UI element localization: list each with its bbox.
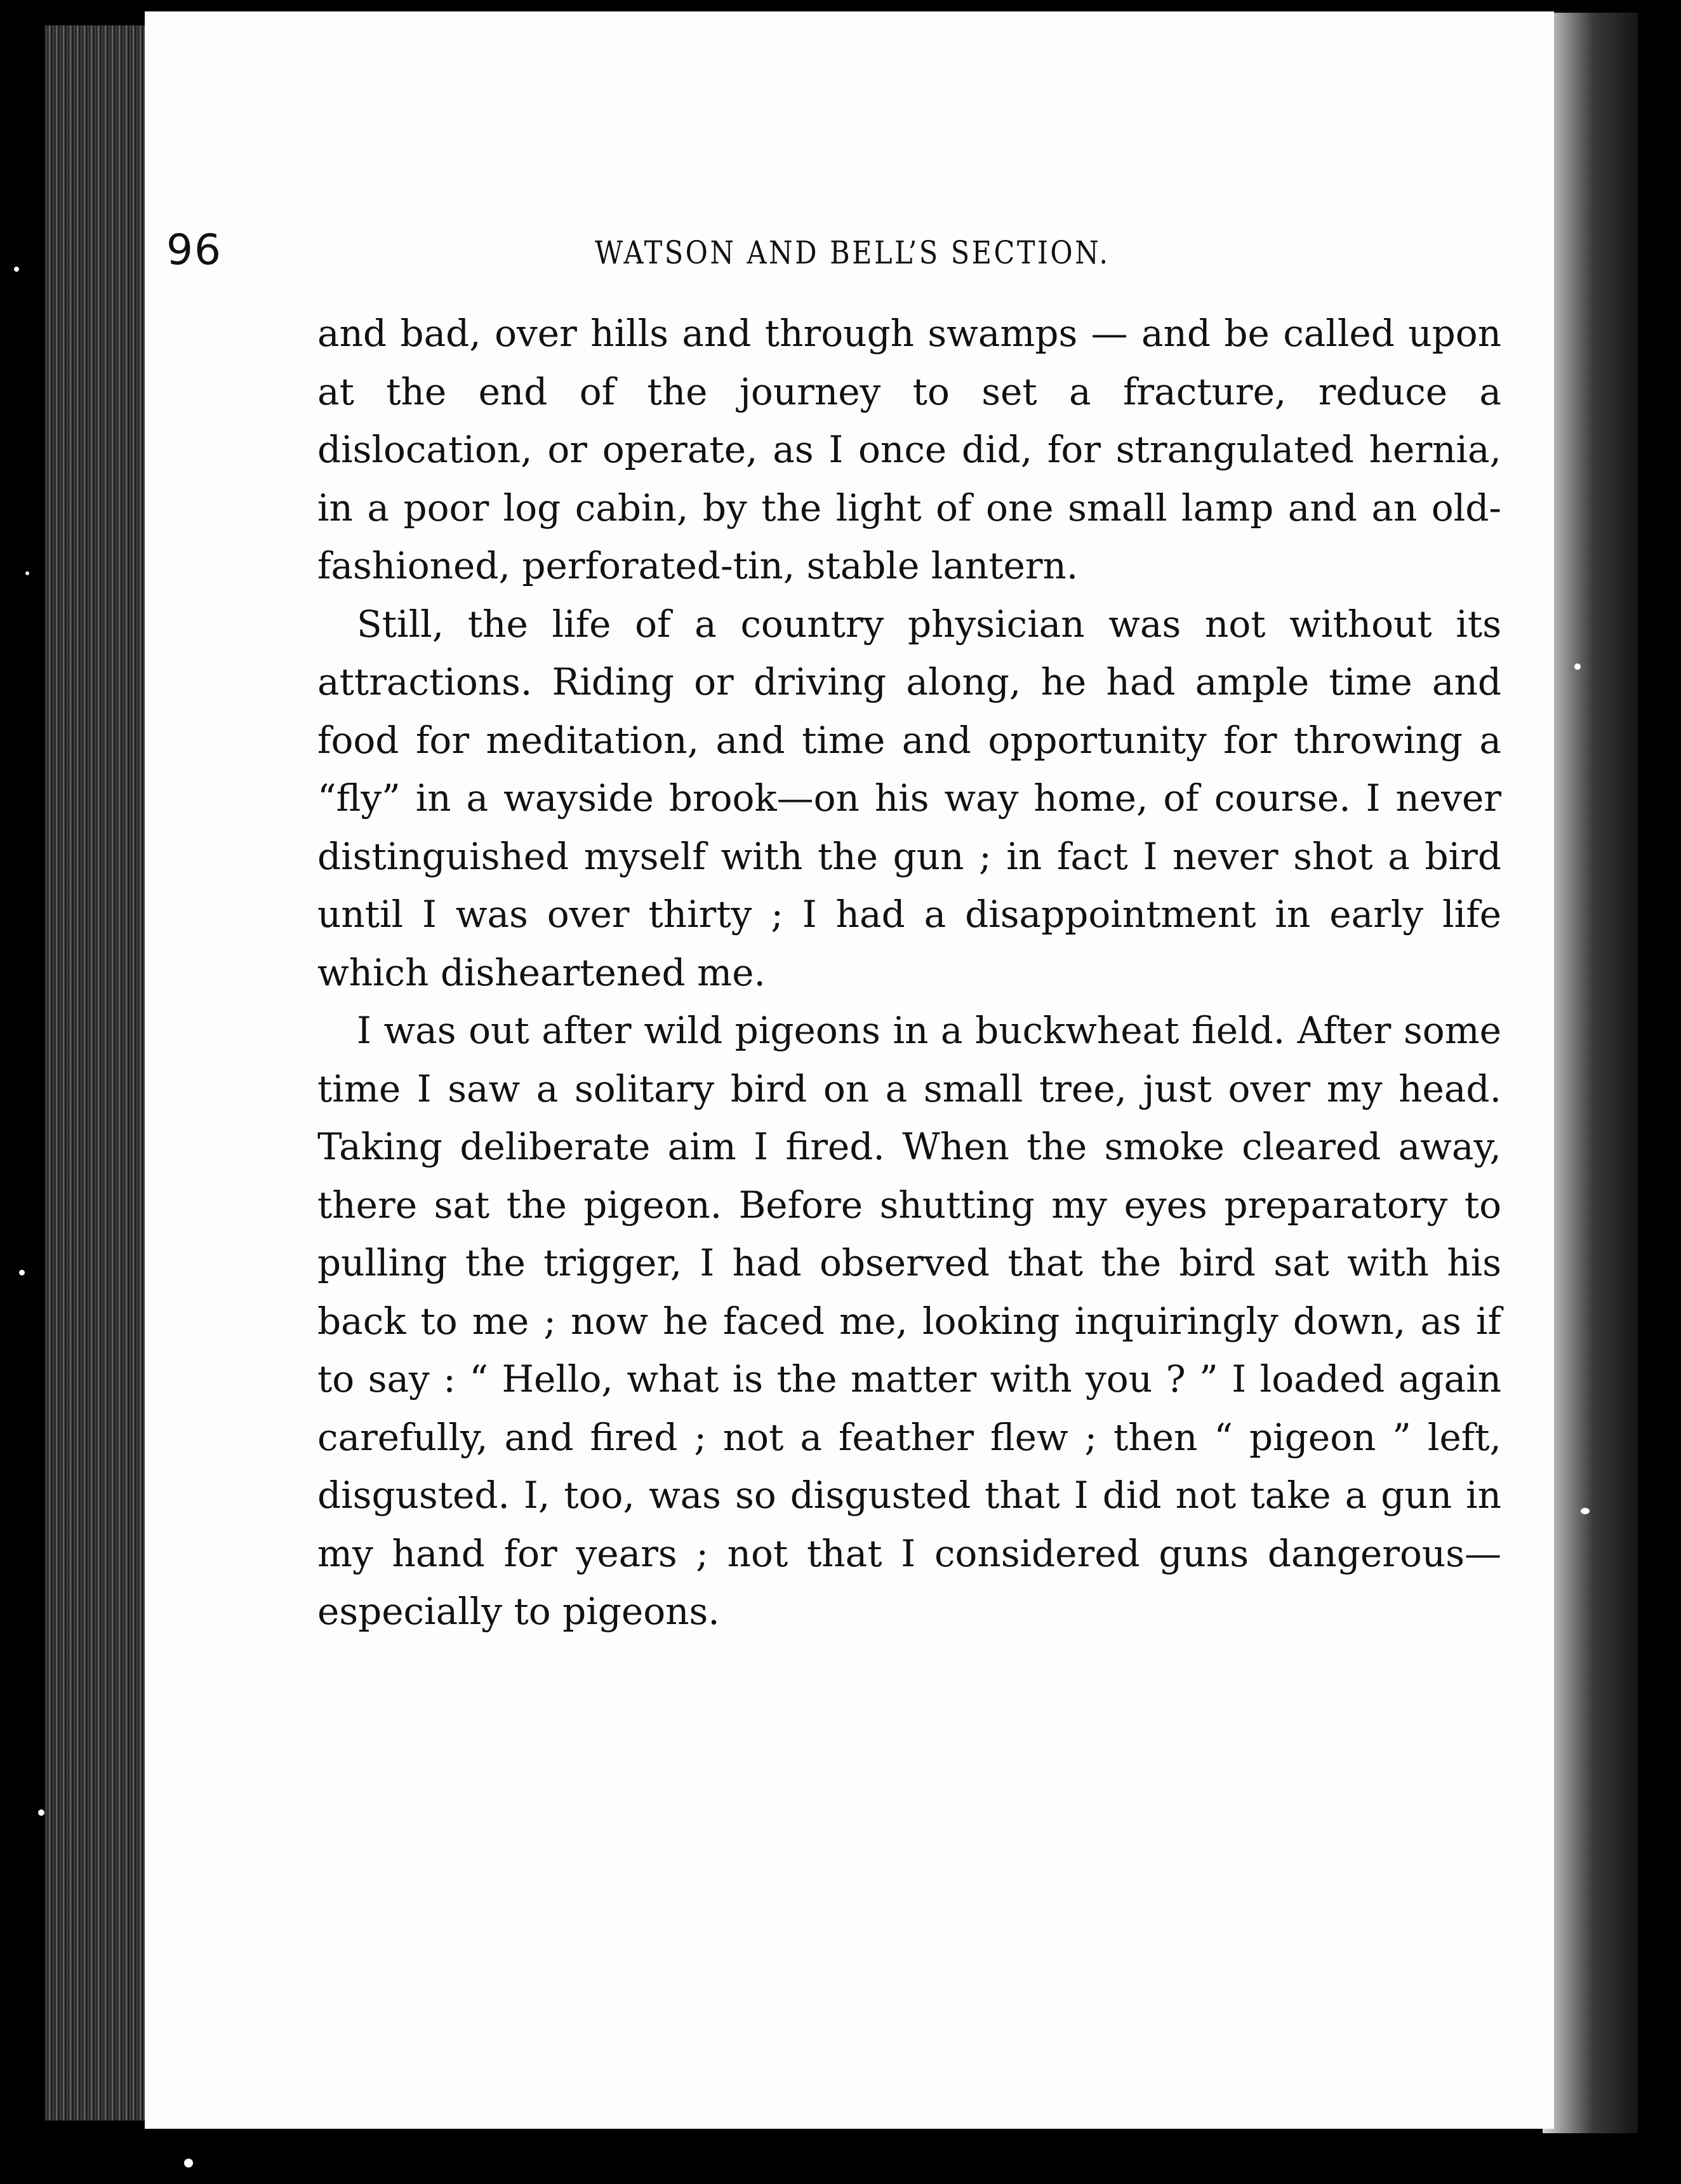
paragraph-3: I was out after wild pigeons in a buckwheat field. After some time I saw a solitary bird on a small tree, just over my head. Taking deliberate aim I fired. When the smoke cleared away, there sat the pigeon. Before shutting my eyes preparatory to pulling the trigger, I had observed that the bird sat with his back to me ; now he faced me, looking inquiringly down, as if to say : “ Hello, what is the matter with you ? ” I loaded again carefully, and fired ; not a feather flew ; then “ pigeon ” left, disgusted. I, too, was so disgusted that I did not take a gun in my hand for years ; not that I considered guns dangerous—especially to pigeons.: [317, 1009, 1501, 1633]
body-text: [317, 305, 1501, 1641]
paragraph-1: and bad, over hills and through swamps — and be called upon at the end of the journey to set a fracture, reduce a dislocation, or operate, as I once did, for strangulated hernia, in a poor log cabin, by the light of one small lamp and an old-fashioned, perforated-tin, stable lantern.: [317, 312, 1501, 587]
running-head: WATSON AND BELL’S SECTION.: [595, 234, 1110, 271]
paragraph-2: Still, the life of a country physician was not without its attractions. Riding or driving along, he had ample time and food for meditation, and time and opportunity for throwing a “fly” in a wayside brook—on his way home, of course. I never distinguished myself with the gun ; in fact I never shot a bird until I was over thirty ; I had a disappointment in early life which disheartened me.: [317, 602, 1501, 994]
book-edge-left: [44, 25, 152, 2121]
page-header: [166, 225, 1246, 276]
page-number: 96: [166, 225, 222, 274]
book-edge-right: [1543, 13, 1638, 2133]
